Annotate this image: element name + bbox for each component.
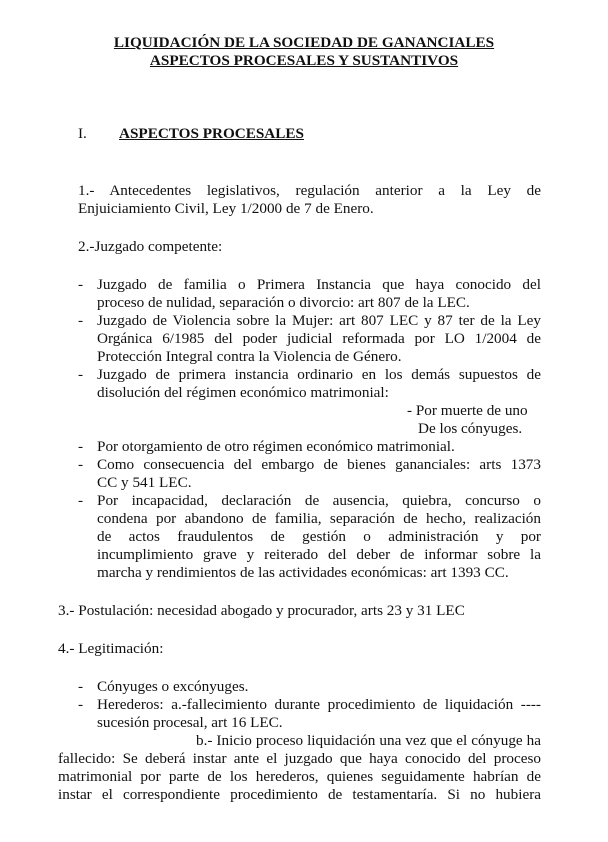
list-bullet: - bbox=[78, 312, 84, 329]
list-bullet: - bbox=[78, 492, 84, 509]
list-item-line: Por incapacidad, declaración de ausencia, quiebra, concurso o bbox=[97, 492, 541, 509]
paragraph-5-line-4: instar el correspondiente procedimiento de testamentaría. Si no hubiera bbox=[58, 786, 541, 803]
list-bullet: - bbox=[78, 366, 84, 383]
list-item-line: marcha y rendimientos de las actividades económicas: art 1393 CC. bbox=[97, 564, 509, 581]
list-item-line: Juzgado de familia o Primera Instancia que haya conocido del bbox=[97, 276, 541, 293]
list-bullet: - bbox=[78, 456, 84, 473]
paragraph-1-line-1: 1.- Antecedentes legislativos, regulación anterior a la Ley de bbox=[78, 182, 541, 199]
document-title-line-2: ASPECTOS PROCESALES Y SUSTANTIVOS bbox=[149, 52, 459, 69]
list-item-line: disolución del régimen económico matrimonial: bbox=[97, 384, 389, 401]
paragraph-4-heading: 4.- Legitimación: bbox=[58, 640, 164, 657]
paragraph-5-line-1: b.- Inicio proceso liquidación una vez que el cónyuge ha bbox=[196, 732, 541, 749]
list-item-line: Herederos: a.-fallecimiento durante procedimiento de liquidación ---- bbox=[97, 696, 541, 713]
list-item-line: Juzgado de Violencia sobre la Mujer: art 807 LEC y 87 ter de la Ley bbox=[97, 312, 541, 329]
document-title-line-1: LIQUIDACIÓN DE LA SOCIEDAD DE GANANCIALES bbox=[113, 34, 495, 51]
list-item-right-line: - Por muerte de uno bbox=[407, 402, 528, 419]
list-item-line: sucesión procesal, art 16 LEC. bbox=[97, 714, 283, 731]
list-item-line: Orgánica 6/1985 del poder judicial reformada por LO 1/2004 de bbox=[97, 330, 541, 347]
list-item-line: de actos fraudulentos de gestión o administración y por bbox=[97, 528, 541, 545]
list-item-line: Cónyuges o excónyuges. bbox=[97, 678, 249, 695]
list-bullet: - bbox=[78, 276, 84, 293]
paragraph-5-line-2: fallecido: Se deberá instar ante el juzgado que haya conocido del proceso bbox=[58, 750, 541, 767]
list-item-line: Protección Integral contra la Violencia de Género. bbox=[97, 348, 402, 365]
list-item-right-line: De los cónyuges. bbox=[418, 420, 523, 437]
paragraph-2-heading: 2.-Juzgado competente: bbox=[78, 238, 223, 255]
list-item-line: Juzgado de primera instancia ordinario en los demás supuestos de bbox=[97, 366, 541, 383]
list-item-line: Por otorgamiento de otro régimen económico matrimonial. bbox=[97, 438, 455, 455]
section-heading: ASPECTOS PROCESALES bbox=[119, 125, 304, 142]
list-bullet: - bbox=[78, 696, 84, 713]
paragraph-3: 3.- Postulación: necesidad abogado y procurador, arts 23 y 31 LEC bbox=[58, 602, 465, 619]
list-bullet: - bbox=[78, 678, 84, 695]
list-item-line: Como consecuencia del embargo de bienes gananciales: arts 1373 bbox=[97, 456, 541, 473]
paragraph-1-line-2: Enjuiciamiento Civil, Ley 1/2000 de 7 de Enero. bbox=[78, 200, 374, 217]
list-item-line: incumplimiento grave y reiterado del deber de informar sobre la bbox=[97, 546, 541, 563]
list-item-line: proceso de nulidad, separación o divorcio: art 807 de la LEC. bbox=[97, 294, 470, 311]
list-item-line: condena por abandono de familia, separación de hecho, realización bbox=[97, 510, 541, 527]
list-bullet: - bbox=[78, 438, 84, 455]
list-item-line: CC y 541 LEC. bbox=[97, 474, 192, 491]
paragraph-5-line-3: matrimonial por parte de los herederos, quienes seguidamente habrían de bbox=[58, 768, 541, 785]
section-number: I. bbox=[78, 125, 87, 142]
